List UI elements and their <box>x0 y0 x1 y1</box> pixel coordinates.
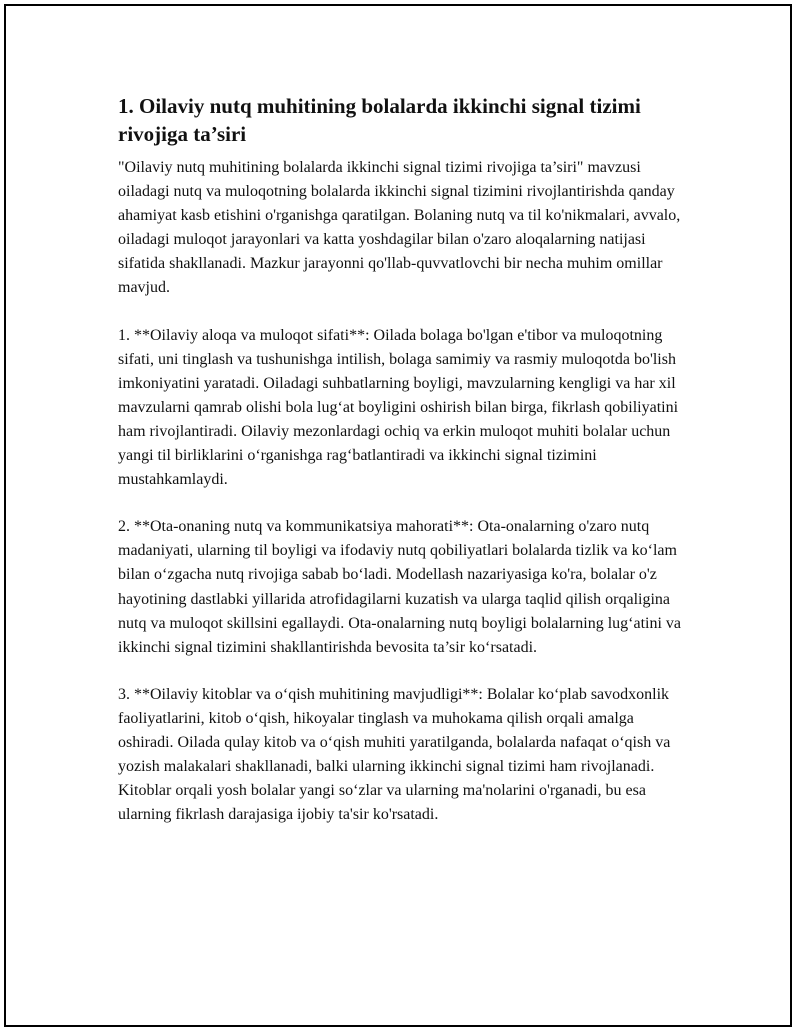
paragraph-family-communication: 1. **Oilaviy aloqa va muloqot sifati**: Oilada bolaga bo'lgan e'tibor va muloqotning sifati, uni tinglash va tushunishga intilish, bolaga samimiy va rasmiy muloqotda bo'lish imkoniyatini yaratadi. Oiladagi suhbatlarning boyligi, mavzularning kengligi va har xil mavzularni qamrab olishi bola lug‘at boyligini oshirish bilan birga, fikrlash qobiliyatini ham rivojlantiradi. Oilaviy mezonlardagi ochiq va erkin muloqot muhiti bolalar uchun yangi til birliklarini o‘rganishga rag‘batlantiradi va ikkinchi signal tizimini mustahkamlaydi. <box>118 326 679 489</box>
paragraph-parent-speech-skills: 2. **Ota-onaning nutq va kommunikatsiya mahorati**: Ota-onalarning o'zaro nutq madaniyati, ularning til boyligi va ifodaviy nutq qobiliyatlari bolalarda tizlik va ko‘lam bilan o‘zgacha nutq rivojiga sabab bo‘ladi. Modellash nazariyasiga ko'ra, bolalar o'z hayotining dastlabki yillarida atrofidagilarni kuzatish va ularga taqlid qilish orqaligina nutq va muloqot skillsini egallaydi. Ota-onalarning nutq boyligi bolalarning lug‘atini va ikkinchi signal tizimini shakllantirishda bevosita ta’sir ko‘rsatadi. <box>118 518 682 656</box>
document-body <box>118 92 688 850</box>
intro-paragraph: "Oilaviy nutq muhitining bolalarda ikkinchi signal tizimi rivojiga ta’siri" mavzusi oiladagi nutq va muloqotning bolalarda ikkinchi signal tizimini rivojlantirishda qanday ahamiyat kasb etishini o'rganishga qaratilgan. Bolaning nutq va til ko'nikmalari, avvalo, oiladagi muloqot jarayonlari va katta yoshdagilar bilan o'zaro aloqalarning natijasi sifatida shakllanadi. Mazkur jarayonni qo'llab-quvvatlovchi bir necha muhim omillar mavjud. <box>118 159 681 297</box>
section-heading: 1. Oilaviy nutq muhitining bolalarda ikkinchi signal tizimi rivojiga ta’siri <box>118 94 641 146</box>
paragraph-reading-environment: 3. **Oilaviy kitoblar va o‘qish muhitining mavjudligi**: Bolalar ko‘plab savodxonlik faoliyatlarini, kitob o‘qish, hikoyalar tinglash va muhokama qilish orqali amalga oshiradi. Oilada qulay kitob va o‘qish muhiti yaratilganda, bolalarda nafaqat o‘qish va yozish malakalari shakllanadi, balki ularning ikkinchi signal tizimi ham rivojlanadi. Kitoblar orqali yosh bolalar yangi so‘zlar va ularning ma'nolarini o'rganadi, bu esa ularning fikrlash darajasiga ijobiy ta'sir ko'rsatadi. <box>118 685 671 824</box>
